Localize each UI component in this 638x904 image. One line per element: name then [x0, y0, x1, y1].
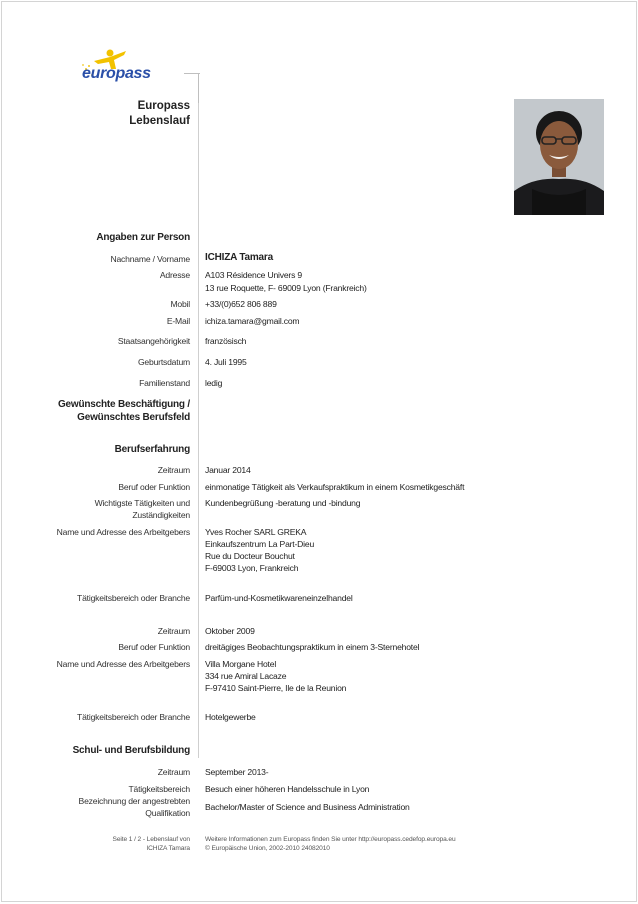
footer-page-line-1: Seite 1 / 2 - Lebenslauf von: [112, 836, 190, 843]
title-line-2: Lebenslauf: [129, 115, 190, 127]
section-heading-desired: [58, 398, 190, 424]
period-value: Januar 2014: [205, 465, 251, 475]
footer-page-line-2: ICHIZA Tamara: [146, 845, 190, 852]
address-line-1: A103 Résidence Univers 9: [205, 270, 302, 280]
section-heading-education: Schul- und Berufsbildung: [72, 745, 190, 756]
birthdate-label: Geburtsdatum: [137, 357, 190, 367]
address-line-2: 13 rue Roquette, F- 69009 Lyon (Frankreich): [205, 283, 367, 293]
europass-logo: [72, 47, 202, 99]
document-title: [129, 99, 190, 129]
role-label: Beruf oder Funktion: [118, 482, 190, 492]
marital-status-value: ledig: [205, 378, 223, 388]
employer-line-1: Villa Morgane Hotel: [205, 659, 277, 669]
sector-value: Hotelgewerbe: [205, 712, 256, 722]
employer-line-3: Rue du Docteur Bouchut: [205, 551, 295, 561]
title-line-1: Europass: [137, 100, 190, 112]
tasks-label-line-1: Wichtigste Tätigkeiten und: [94, 498, 190, 508]
name-value: ICHIZA Tamara: [205, 252, 273, 263]
employer-line-2: Einkaufszentrum La Part-Dieu: [205, 539, 315, 549]
edu-qualification-label: [79, 795, 190, 819]
name-label: Nachname / Vorname: [110, 254, 190, 264]
mobile-value: +33/(0)652 806 889: [205, 299, 277, 309]
role-value: dreitägiges Beobachtungspraktikum in einem 3-Sternehotel: [205, 642, 420, 652]
footer-info-line-1: Weitere Informationen zum Europass finden Sie unter http://europass.cedefop.europa.eu: [205, 836, 456, 843]
sector-label: Tätigkeitsbereich oder Branche: [77, 712, 190, 722]
employer-label: Name und Adresse des Arbeitgebers: [56, 527, 190, 537]
section-heading-personal: Angaben zur Person: [96, 232, 190, 243]
employer-line-1: Yves Rocher SARL GREKA: [205, 527, 307, 537]
cv-page: [1, 1, 637, 902]
edu-area-value: Besuch einer höheren Handelsschule in Lyon: [205, 784, 370, 794]
employer-line-4: F-69003 Lyon, Frankreich: [205, 563, 299, 573]
desired-heading-line-1: Gewünschte Beschäftigung /: [57, 399, 190, 410]
column-divider: [198, 98, 199, 758]
footer-copyright: © Europäische Union, 2002-2010 24082010: [205, 845, 330, 852]
tasks-value: Kundenbegrüßung -beratung und -bindung: [205, 498, 361, 508]
edu-qualification-value: Bachelor/Master of Science and Business Administration: [205, 802, 410, 812]
role-value: einmonatige Tätigkeit als Verkaufspraktikum in einem Kosmetikgeschäft: [205, 482, 465, 492]
desired-heading-line-2: Gewünschtes Berufsfeld: [77, 412, 190, 423]
tasks-label-line-2: Zuständigkeiten: [132, 510, 190, 520]
period-value: Oktober 2009: [205, 626, 255, 636]
birthdate-value: 4. Juli 1995: [205, 357, 247, 367]
footer-page-info: [113, 835, 190, 853]
profile-photo: [514, 99, 604, 215]
tasks-label: [95, 497, 190, 521]
mobile-label: Mobil: [170, 299, 190, 309]
period-label: Zeitraum: [157, 465, 190, 475]
sector-value: Parfüm-und-Kosmetikwareneinzelhandel: [205, 593, 353, 603]
footer-info: [205, 835, 456, 853]
marital-status-label: Familienstand: [139, 378, 190, 388]
nationality-label: Staatsangehörigkeit: [117, 336, 190, 346]
email-label: E-Mail: [166, 316, 190, 326]
employer-line-2: 334 rue Amiral Lacaze: [205, 671, 287, 681]
employer-line-3: F-97410 Saint-Pierre, Ile de la Reunion: [205, 683, 347, 693]
qual-label-line-2: Qualifikation: [145, 808, 190, 818]
employer-label: Name und Adresse des Arbeitgebers: [56, 659, 190, 669]
qual-label-line-1: Bezeichnung der angestrebten: [78, 796, 190, 806]
edu-period-label: Zeitraum: [157, 767, 190, 777]
role-label: Beruf oder Funktion: [118, 642, 190, 652]
address-label: Adresse: [159, 270, 190, 280]
sector-label: Tätigkeitsbereich oder Branche: [77, 593, 190, 603]
europass-wordmark: europass: [82, 65, 151, 82]
edu-area-label: Tätigkeitsbereich: [128, 784, 190, 794]
email-value: ichiza.tamara@gmail.com: [205, 316, 300, 326]
period-label: Zeitraum: [157, 626, 190, 636]
nationality-value: französisch: [205, 336, 247, 346]
edu-period-value: September 2013-: [205, 767, 269, 777]
logo-rule-vertical: [198, 73, 199, 103]
section-heading-experience: Berufserfahrung: [114, 444, 190, 455]
